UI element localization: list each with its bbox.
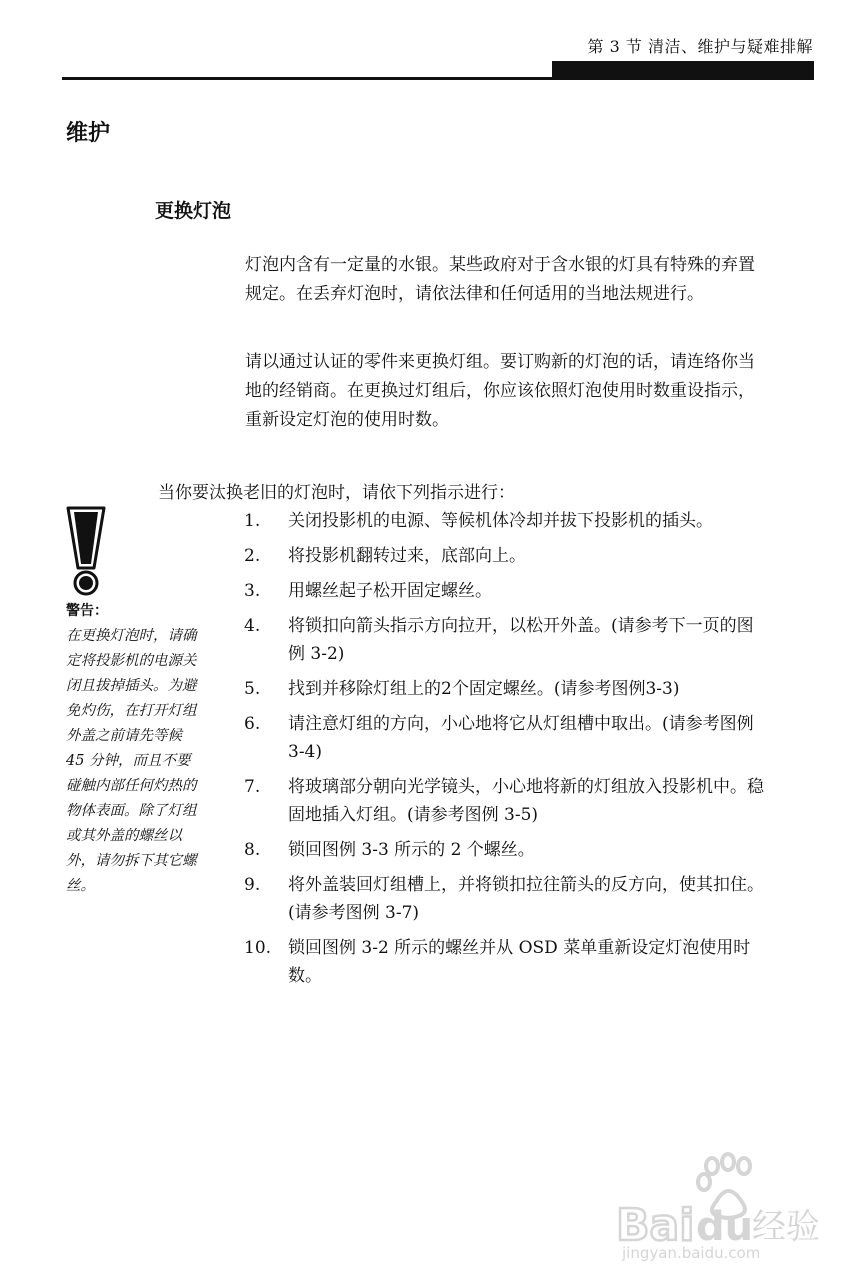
step-text: 关闭投影机的电源、等候机体冷却并拔下投影机的插头。 bbox=[288, 511, 713, 531]
warning-text: 在更换灯泡时，请确定将投影机的电源关闭且拔掉插头。为避免灼伤，在打开灯组外盖之前请先等候 45 分钟，而且不要碰触内部任何灼热的物体表面。除了灯组或其外盖的螺丝以外，请勿拆下其它螺丝。 bbox=[66, 628, 197, 894]
step-text: 将玻璃部分朝向光学镜头，小心地将新的灯组放入投影机中。稳固地插入灯组。(请参考图例 3-5) bbox=[288, 777, 764, 825]
step-number: 10. bbox=[244, 938, 272, 958]
header-rule bbox=[62, 77, 552, 80]
sub-heading: 更换灯泡 bbox=[155, 200, 232, 222]
step-text: 锁回图例 3-3 所示的 2 个螺丝。 bbox=[288, 840, 535, 860]
step-text: 将投影机翻转过来，底部向上。 bbox=[288, 546, 526, 566]
step-number: 1. bbox=[244, 511, 261, 531]
list-item bbox=[244, 773, 764, 829]
step-text: 请注意灯组的方向，小心地将它从灯组槽中取出。(请参考图例 3-4) bbox=[288, 714, 754, 762]
step-number: 6. bbox=[244, 714, 261, 734]
step-number: 7. bbox=[244, 777, 261, 797]
list-item bbox=[244, 507, 764, 535]
step-text: 锁回图例 3-2 所示的螺丝并从 OSD 菜单重新设定灯泡使用时数。 bbox=[288, 938, 751, 986]
list-item bbox=[244, 675, 764, 703]
list-item bbox=[244, 710, 764, 766]
svg-text:du: du bbox=[696, 1204, 754, 1250]
step-number: 9. bbox=[244, 875, 261, 895]
warning-title: 警告： bbox=[66, 603, 108, 619]
svg-text:Bai: Bai bbox=[616, 1200, 695, 1251]
step-text: 将锁扣向箭头指示方向拉开，以松开外盖。(请参考下一页的图例 3-2) bbox=[288, 616, 754, 664]
step-text: 找到并移除灯组上的2个固定螺丝。(请参考图例3-3) bbox=[288, 679, 680, 699]
header-rule-bar bbox=[552, 61, 814, 80]
step-number: 5. bbox=[244, 679, 261, 699]
steps-intro: 当你要汰换老旧的灯泡时，请依下列指示进行： bbox=[158, 483, 515, 503]
paragraph-replacement: 请以通过认证的零件来更换灯组。要订购新的灯泡的话，请连络你当地的经销商。在更换过灯组后，你应该依照灯泡使用时数重设指示，重新设定灯泡的使用时数。 bbox=[245, 352, 755, 430]
list-item bbox=[244, 542, 764, 570]
list-item bbox=[244, 934, 764, 990]
svg-text:jingyan.baidu.com: jingyan.baidu.com bbox=[622, 1244, 761, 1262]
step-number: 2. bbox=[244, 546, 261, 566]
svg-text:经验: 经验 bbox=[752, 1207, 820, 1247]
section-heading: 维护 bbox=[66, 121, 111, 146]
exclamation-icon bbox=[64, 506, 108, 598]
list-item bbox=[244, 871, 764, 927]
step-number: 3. bbox=[244, 581, 261, 601]
list-item bbox=[244, 612, 764, 668]
step-number: 8. bbox=[244, 840, 261, 860]
list-item bbox=[244, 577, 764, 605]
step-text: 用螺丝起子松开固定螺丝。 bbox=[288, 581, 492, 601]
paragraph-mercury: 灯泡内含有一定量的水银。某些政府对于含水银的灯具有特殊的弃置规定。在丢弃灯泡时，请依法律和任何适用的当地法规进行。 bbox=[245, 255, 755, 304]
steps-list bbox=[244, 507, 764, 997]
baidu-watermark-logo bbox=[612, 1152, 832, 1262]
chapter-header-title: 第 3 节 清洁、维护与疑难排解 bbox=[587, 37, 813, 56]
step-number: 4. bbox=[244, 616, 261, 636]
step-text: 将外盖装回灯组槽上，并将锁扣拉往箭头的反方向，使其扣住。(请参考图例 3-7) bbox=[288, 875, 764, 923]
list-item bbox=[244, 836, 764, 864]
